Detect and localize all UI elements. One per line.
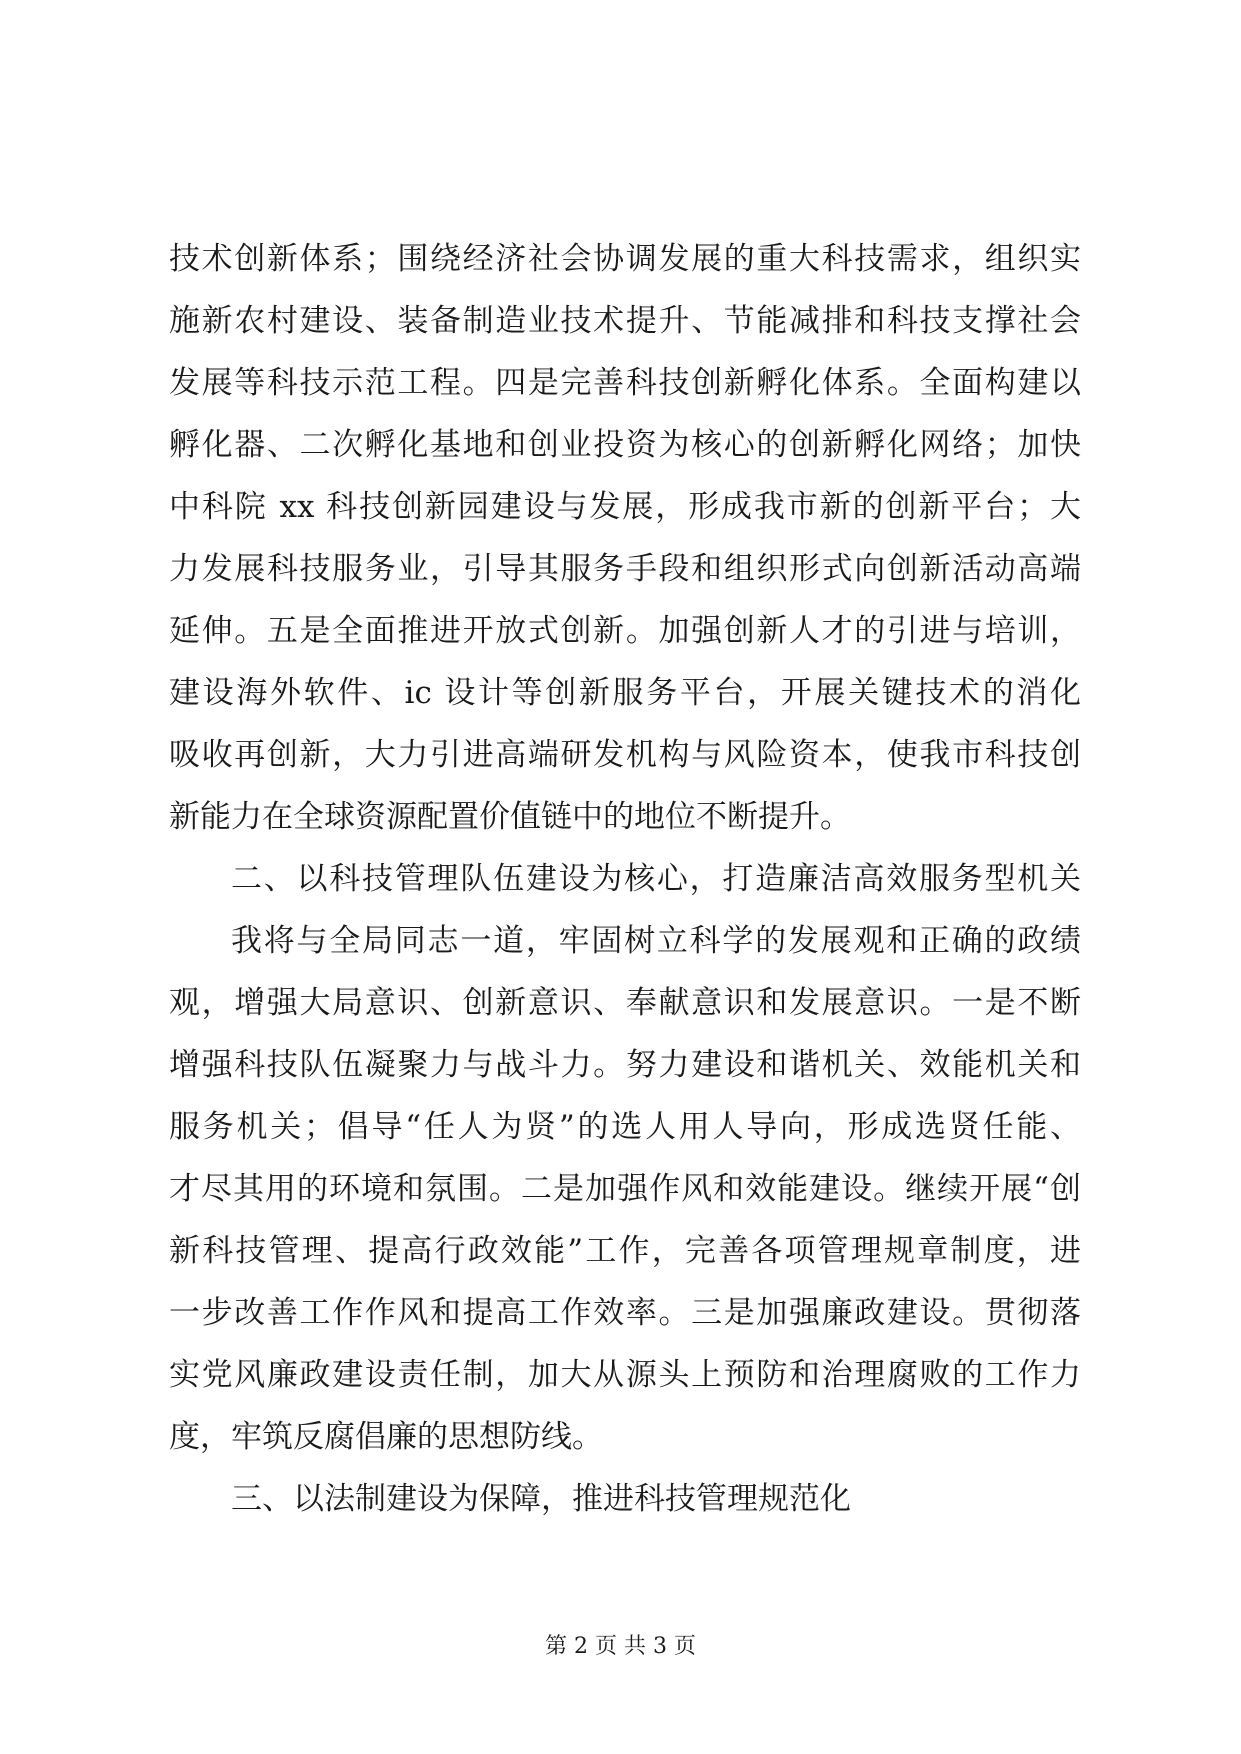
text-line-8: 建设海外软件、ic 设计等创新服务平台，开展关键技术的消化 bbox=[169, 675, 1081, 711]
text-line-6: 力发展科技服务业，引导其服务手段和组织形式向创新活动高端 bbox=[169, 551, 1081, 587]
text-line-2: 施新农村建设、装备制造业技术提升、节能减排和科技支撑社会 bbox=[169, 303, 1081, 339]
body-text bbox=[169, 228, 1081, 1530]
text-line-20: 度，牢筑反腐倡廉的思想防线。 bbox=[169, 1419, 603, 1455]
text-line-3: 发展等科技示范工程。四是完善科技创新孵化体系。全面构建以 bbox=[169, 365, 1081, 401]
text-line-19: 实党风廉政建设责任制，加大从源头上预防和治理腐败的工作力 bbox=[169, 1357, 1081, 1393]
text-line-7: 延伸。五是全面推进开放式创新。加强创新人才的引进与培训， bbox=[169, 613, 1081, 649]
text-line-9: 吸收再创新，大力引进高端研发机构与风险资本，使我市科技创 bbox=[169, 737, 1081, 773]
text-line-5: 中科院 xx 科技创新园建设与发展，形成我市新的创新平台；大 bbox=[169, 489, 1081, 525]
text-line-10: 新能力在全球资源配置价值链中的地位不断提升。 bbox=[169, 799, 851, 835]
text-line-16: 才尽其用的环境和氛围。二是加强作风和效能建设。继续开展“创 bbox=[169, 1171, 1081, 1207]
text-line-4: 孵化器、二次孵化基地和创业投资为核心的创新孵化网络；加快 bbox=[169, 427, 1081, 463]
section-heading-2: 二、以科技管理队伍建设为核心，打造廉洁高效服务型机关 bbox=[231, 861, 1081, 897]
text-line-15: 服务机关；倡导“任人为贤”的选人用人导向，形成选贤任能、 bbox=[169, 1109, 1081, 1145]
page-footer: 第 2 页 共 3 页 bbox=[545, 1634, 696, 1659]
text-line-14: 增强科技队伍凝聚力与战斗力。努力建设和谐机关、效能机关和 bbox=[169, 1047, 1081, 1083]
text-line-1: 技术创新体系；围绕经济社会协调发展的重大科技需求，组织实 bbox=[169, 241, 1081, 277]
text-line-13: 观，增强大局意识、创新意识、奉献意识和发展意识。一是不断 bbox=[169, 985, 1081, 1021]
text-line-12: 我将与全局同志一道，牢固树立科学的发展观和正确的政绩 bbox=[231, 923, 1081, 959]
section-heading-3: 三、以法制建设为保障，推进科技管理规范化 bbox=[231, 1481, 851, 1517]
text-line-18: 一步改善工作作风和提高工作效率。三是加强廉政建设。贯彻落 bbox=[169, 1295, 1081, 1331]
text-line-17: 新科技管理、提高行政效能”工作，完善各项管理规章制度，进 bbox=[169, 1233, 1081, 1269]
